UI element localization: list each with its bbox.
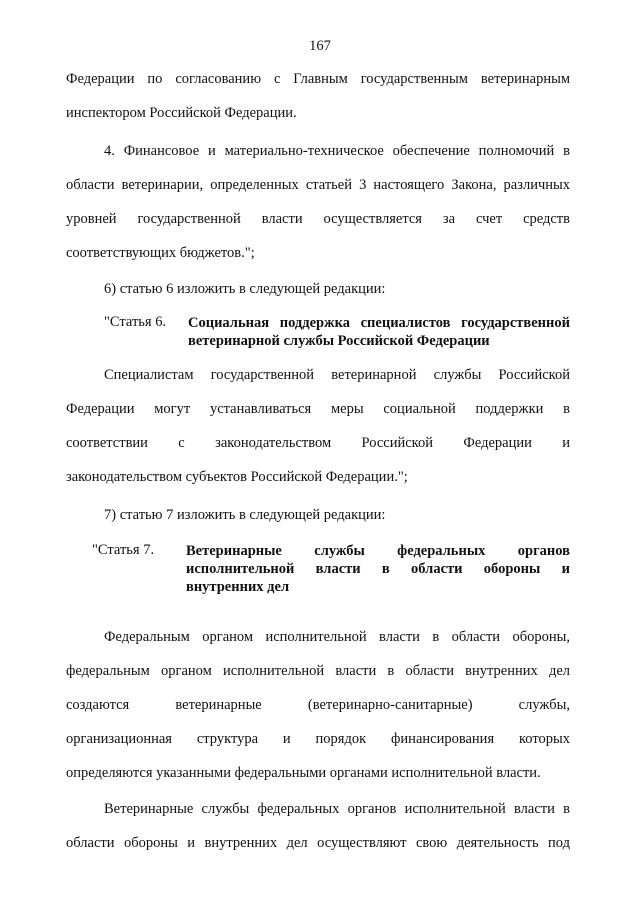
paragraph-7-line-1: Ветеринарные службы федеральных органов исполнительной власти в <box>104 801 570 817</box>
article-6-heading <box>104 314 570 354</box>
paragraph-6-line-3: создаются ветеринарные (ветеринарно-санитарные) службы, <box>66 697 570 713</box>
article-7-title-line-2: исполнительной власти в области обороны и <box>186 561 570 577</box>
page-number: 167 <box>309 38 331 54</box>
paragraph-3-line-1: 6) статью 6 изложить в следующей редакции: <box>104 281 386 297</box>
paragraph-6-line-4: организационная структура и порядок финансирования которых <box>66 731 570 747</box>
paragraph-2-line-4: соответствующих бюджетов."; <box>66 245 255 261</box>
paragraph-4-line-2: Федерации могут устанавливаться меры социальной поддержки в <box>66 401 570 417</box>
paragraph-1-line-2: инспектором Российской Федерации. <box>66 105 297 121</box>
paragraph-4-line-4: законодательством субъектов Российской Федерации."; <box>66 469 408 485</box>
paragraph-1 <box>66 62 570 130</box>
paragraph-3 <box>66 272 570 306</box>
article-6-title <box>188 314 570 350</box>
paragraph-4-line-3: соответствии с законодательством Российской Федерации и <box>66 435 570 451</box>
paragraph-6 <box>66 620 570 790</box>
article-6-title-line-2: ветеринарной службы Российской Федерации <box>188 333 490 349</box>
paragraph-5-line-1: 7) статью 7 изложить в следующей редакции: <box>104 507 386 523</box>
paragraph-2-line-2: области ветеринарии, определенных статьей 3 настоящего Закона, различных <box>66 177 570 193</box>
paragraph-2 <box>66 134 570 270</box>
article-7-title-line-1: Ветеринарные службы федеральных органов <box>186 543 570 559</box>
article-7-title <box>186 542 570 596</box>
paragraph-7 <box>66 792 570 860</box>
paragraph-7-line-2: области обороны и внутренних дел осуществляют свою деятельность под <box>66 835 570 851</box>
article-7-heading <box>92 542 570 602</box>
article-7-title-line-3: внутренних дел <box>186 579 290 595</box>
article-6-title-line-1: Социальная поддержка специалистов государственной <box>188 315 570 331</box>
paragraph-6-line-1: Федеральным органом исполнительной власти в области обороны, <box>104 629 570 645</box>
paragraph-2-line-1: 4. Финансовое и материально-техническое обеспечение полномочий в <box>104 143 570 159</box>
paragraph-6-line-2: федеральным органом исполнительной власти в области внутренних дел <box>66 663 570 679</box>
article-7-label: "Статья 7. <box>92 542 155 558</box>
paragraph-5 <box>66 498 570 532</box>
paragraph-1-line-1: Федерации по согласованию с Главным государственным ветеринарным <box>66 71 570 87</box>
paragraph-2-line-3: уровней государственной власти осуществляется за счет средств <box>66 211 570 227</box>
paragraph-4-line-1: Специалистам государственной ветеринарной службы Российской <box>104 367 570 383</box>
paragraph-4 <box>66 358 570 494</box>
paragraph-6-line-5: определяются указанными федеральными органами исполнительной власти. <box>66 765 541 781</box>
article-6-label: "Статья 6. <box>104 314 167 330</box>
